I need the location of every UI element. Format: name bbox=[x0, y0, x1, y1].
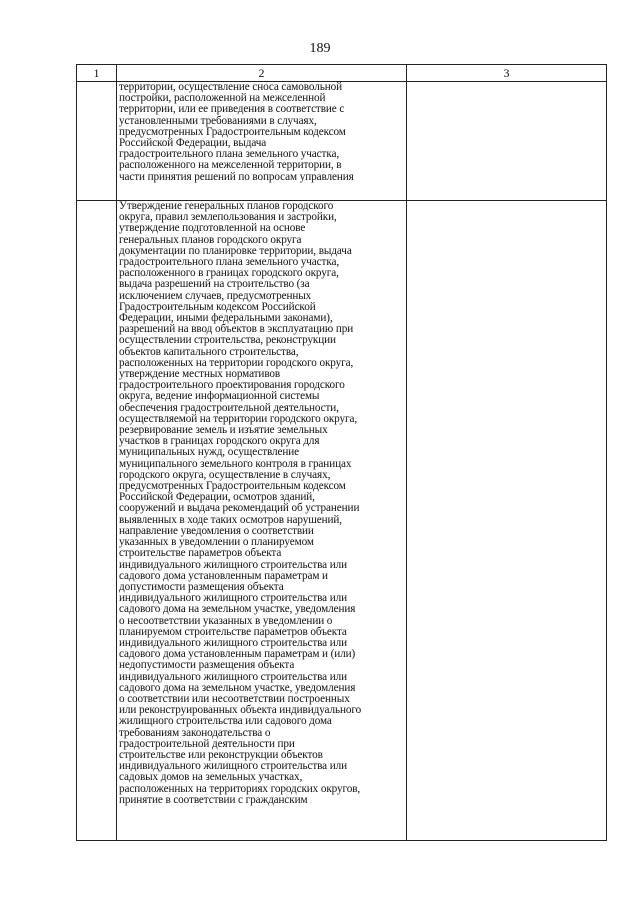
table-cell-col3 bbox=[407, 82, 607, 201]
table-header-row bbox=[77, 65, 607, 82]
table-row bbox=[77, 82, 607, 201]
table-cell-col2: территории, осуществление сноса самовольной постройки, расположенной на межселенной территории, или ее приведения в соответствие с установленными требованиями в случаях, предусмотренных Градостроительным кодексом Российской Федерации, выдача градостроительного плана земельного участка, расположенного на межселенной территории, в части принятия решений по вопросам управления bbox=[117, 82, 407, 201]
table-row bbox=[77, 201, 607, 841]
column-header-3: 3 bbox=[407, 65, 607, 82]
page-number: 189 bbox=[309, 41, 331, 56]
table-cell-col1 bbox=[77, 82, 117, 201]
table-cell-col1 bbox=[77, 201, 117, 841]
column-header-2: 2 bbox=[117, 65, 407, 82]
table-body bbox=[77, 82, 607, 841]
table-header bbox=[77, 65, 607, 82]
table-cell-col2: Утверждение генеральных планов городского округа, правил землепользования и застройки, утверждение подготовленной на основе генеральных планов городского округа документации по планировке территории, выдача градостроительного плана земельного участка, расположенного в границах городского округа, выдача разрешений на строительство (за исключением случаев, предусмотренных Градостроительным кодексом Российской Федерации, иными федеральными законами), разрешений на ввод объектов в эксплуатацию при осуществлении строительства, реконструкции объектов капитального строительства, расположенных на территории городского округа, утверждение местных нормативов градостроительного проектирования городского округа, ведение информационной системы обеспечения градостроительной деятельности, осуществляемой на территории городского округа, резервирование земель и изъятие земельных участков в границах городского округа для муниципальных нужд, осуществление муниципального земельного контроля в границах городского округа, осуществление в случаях, предусмотренных Градостроительным кодексом Российской Федерации, осмотров зданий, сооружений и выдача рекомендаций об устранении выявленных в ходе таких осмотров нарушений, направление уведомления о соответствии указанных в уведомлении о планируемом строительстве параметров объекта индивидуального жилищного строительства или садового дома установленным параметрам и допустимости размещения объекта индивидуального жилищного строительства или садового дома на земельном участке, уведомления о несоответствии указанных в уведомлении о планируемом строительстве параметров объекта индивидуального жилищного строительства или садового дома установленным параметрам и (или) недопустимости размещения объекта индивидуального жилищного строительства или садового дома на земельном участке, уведомления о соответствии или несоответствии построенных или реконструированных объекта индивидуального жилищного строительства или садового дома требованиям законодательства о градостроительной деятельности при строительстве или реконструкции объектов индивидуального жилищного строительства или садовых домов на земельных участках, расположенных на территориях городских округов, принятие в соответствии с гражданским bbox=[117, 201, 407, 841]
column-header-1: 1 bbox=[77, 65, 117, 82]
table-cell-col3 bbox=[407, 201, 607, 841]
content-table bbox=[76, 64, 607, 841]
